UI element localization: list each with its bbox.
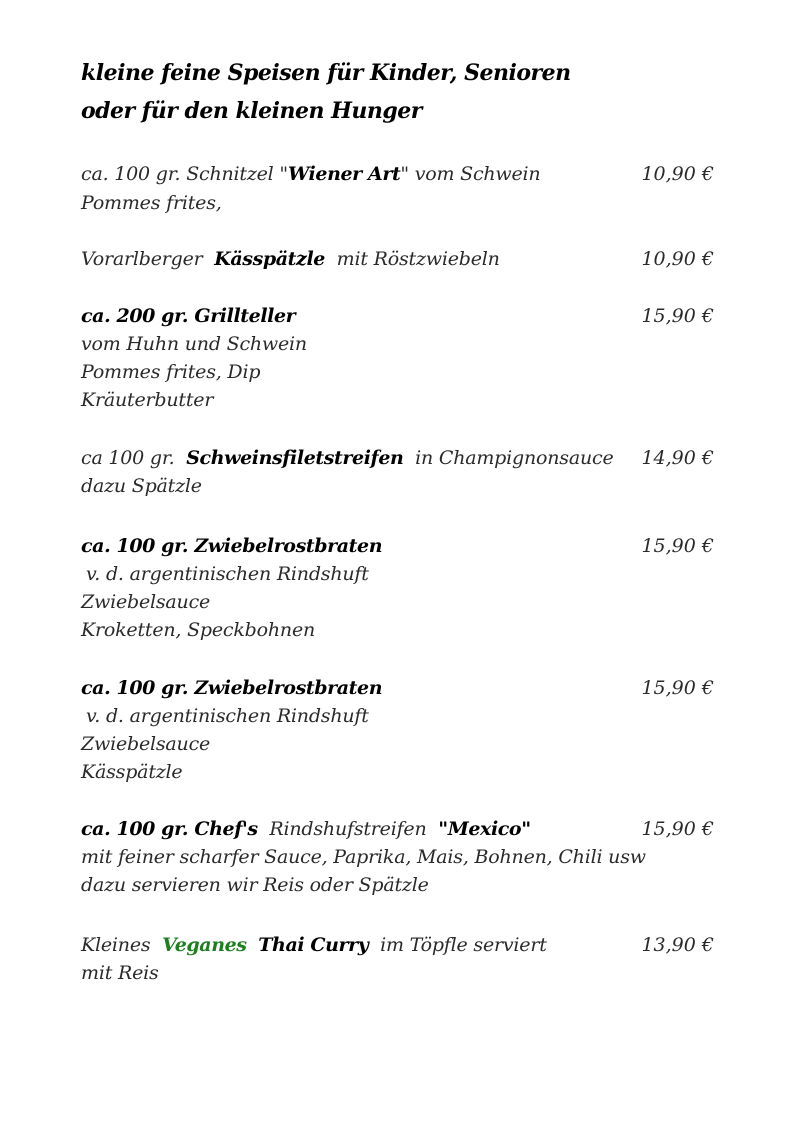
item-text: Vorarlberger (81, 248, 203, 270)
menu-item-thai-curry-title (81, 934, 547, 956)
menu-item-zwiebelrostbraten-1-desc: v. d. argentinischen Rindshuft (86, 563, 369, 585)
menu-item-schnitzel-title (81, 163, 540, 185)
menu-item-mexico-title (81, 818, 531, 840)
item-text: im Töpfle serviert (380, 934, 547, 956)
menu-item-zwiebelrostbraten-1-side: Kroketten, Speckbohnen (81, 619, 316, 641)
menu-item-grillteller-title: ca. 200 gr. Grillteller (81, 305, 296, 327)
menu-heading-line-1: kleine feine Speisen für Kinder, Senioren (81, 60, 571, 86)
menu-item-zwiebelrostbraten-2-side: Kässpätzle (81, 761, 183, 783)
menu-item-schnitzel-price: 10,90 € (641, 163, 714, 185)
menu-item-mexico-desc: mit feiner scharfer Sauce, Paprika, Mais, Bohnen, Chili usw (81, 846, 646, 868)
menu-item-zwiebelrostbraten-2-price: 15,90 € (641, 677, 714, 699)
menu-item-mexico-side: dazu servieren wir Reis oder Spätzle (81, 874, 429, 896)
menu-item-zwiebelrostbraten-1-sauce: Zwiebelsauce (81, 591, 211, 613)
menu-item-grillteller-side: Pommes frites, Dip (81, 361, 261, 383)
menu-item-thai-curry-price: 13,90 € (641, 934, 714, 956)
item-highlight: Wiener Art (287, 163, 401, 185)
item-text: ca. 100 gr. Schnitzel " (81, 163, 288, 185)
item-text: in Champignonsauce (415, 447, 614, 469)
menu-item-schweinsfilet-price: 14,90 € (641, 447, 714, 469)
menu-item-kaesspaetzle-price: 10,90 € (641, 248, 714, 270)
menu-item-zwiebelrostbraten-1-price: 15,90 € (641, 535, 714, 557)
menu-item-grillteller-extra: Kräuterbutter (81, 389, 214, 411)
menu-item-zwiebelrostbraten-2-title: ca. 100 gr. Zwiebelrostbraten (81, 677, 383, 699)
item-text: Kleines (81, 934, 151, 956)
menu-item-zwiebelrostbraten-2-sauce: Zwiebelsauce (81, 733, 211, 755)
menu-item-schnitzel-side: Pommes frites, (81, 192, 222, 214)
item-highlight: Schweinsfiletstreifen (186, 447, 404, 469)
item-text: " vom Schwein (400, 163, 541, 185)
item-highlight: Kässpätzle (214, 248, 325, 270)
item-highlight: Thai Curry (258, 934, 369, 956)
menu-item-kaesspaetzle-title (81, 248, 500, 270)
menu-item-thai-curry-side: mit Reis (81, 962, 159, 984)
menu-item-schweinsfilet-title (81, 447, 614, 469)
item-highlight: ca. 100 gr. Chef's (81, 818, 258, 840)
item-text: ca 100 gr. (81, 447, 175, 469)
menu-item-grillteller-price: 15,90 € (641, 305, 714, 327)
menu-item-mexico-price: 15,90 € (641, 818, 714, 840)
item-text: mit Röstzwiebeln (336, 248, 500, 270)
menu-heading-line-2: oder für den kleinen Hunger (81, 98, 422, 124)
menu-item-schweinsfilet-side: dazu Spätzle (81, 475, 202, 497)
menu-item-grillteller-desc: vom Huhn und Schwein (81, 333, 307, 355)
menu-item-zwiebelrostbraten-2-desc: v. d. argentinischen Rindshuft (86, 705, 369, 727)
item-highlight: "Mexico" (438, 818, 531, 840)
menu-item-zwiebelrostbraten-1-title: ca. 100 gr. Zwiebelrostbraten (81, 535, 383, 557)
item-text: Rindshufstreifen (269, 818, 427, 840)
vegan-label: Veganes (162, 934, 247, 956)
